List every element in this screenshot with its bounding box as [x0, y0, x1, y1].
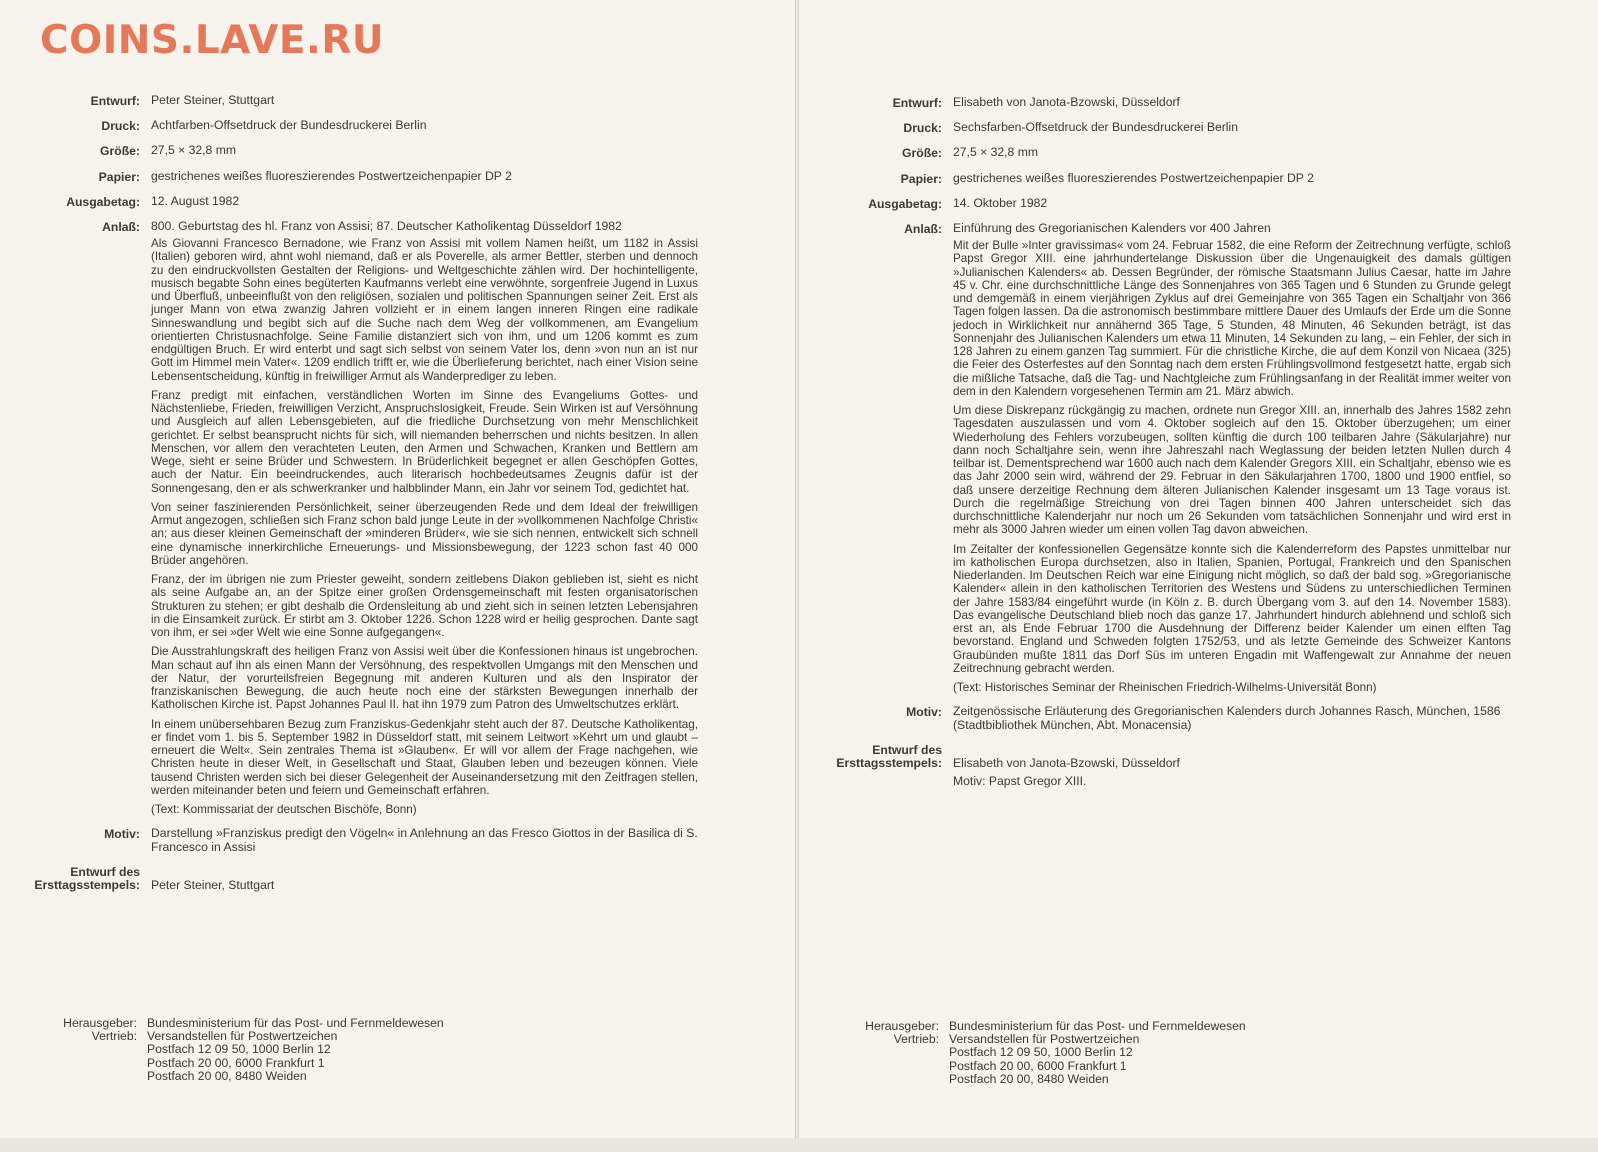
herausgeber-label: Herausgeber:: [63, 1016, 137, 1030]
ersttag-label-line1: Entwurf des: [70, 864, 140, 879]
ersttag-value: Elisabeth von Janota-Bzowski, Düsseldorf: [953, 755, 1180, 770]
footer-line: Versandstellen für Postwertzeichen: [147, 1029, 338, 1044]
ausgabetag-row: [0, 195, 698, 209]
ausgabetag-row: [799, 197, 1511, 211]
footer-line: Versandstellen für Postwertzeichen: [949, 1032, 1140, 1047]
ersttag-motiv: Motiv: Papst Gregor XIII.: [953, 774, 1087, 789]
right-stamp-details: [799, 96, 1511, 788]
footer-line: Bundesministerium für das Post- und Fernmeldewesen: [147, 1016, 444, 1030]
publisher-lines: [147, 1017, 444, 1083]
anlass-label: Anlaß:: [102, 220, 140, 235]
ausgabetag-value: 12. August 1982: [151, 193, 240, 208]
groesse-label: Größe:: [100, 144, 140, 159]
anlass-row: [0, 220, 698, 816]
body-paragraph: Als Giovanni Francesco Bernadone, wie Franz von Assisi mit vollem Namen heißt, um 1182 in Assisi (Italien) geboren wird, ahnt wohl niemand, daß er als Poverelle, als armer Bettler, sterben und dennoch zu den eindruckvollsten Gestalten der Religions- und Weltgeschichte zählen wird. Der hochintelligente, musisch begabte Sohn eines begüterten Kaufmanns verlebt eine verwöhnte, sorgenfreie Jugend in Luxus und Überfluß, unbeeinflußt von den religiösen, sozialen und politischen Spannungen seiner Zeit. Erst als junger Mann von etwa zwanzig Jahren vollzieht er in einem langen inneren Ringen eine radikale Sinneswandlung und begibt sich auf die Suche nach dem Weg der vollkommenen, am Evangelium orientierten Christusnachfolge. Seine Familie distanziert sich von ihm, und um 1206 kommt es zum endgültigen Bruch. Er wird enterbt und sagt sich selbst von seinem Vater los, denn »von nun an ist nur Gott im Himmel mein Vater«. 1209 endlich trifft er, wie die Überlieferung berichtet, nach einer Vision seine Lebensentscheidung, künftig in freiwilliger Armut als Wanderprediger zu leben.: [151, 237, 698, 383]
body-paragraph: Franz, der im übrigen nie zum Priester geweiht, sondern zeitlebens Diakon geblieben ist, sieht es nicht als seine Aufgabe an, an der Spitze einer großen Ordensgemeinschaft mit festen organisatorischen Strukturen zu stehen; er gibt deshalb die Ordensleitung ab und zieht sich in seinen letzten Lebensjahren in die Einsamkeit zurück. Er stirbt am 3. Oktober 1226. Schon 1228 wird er heilig gesprochen. Dante sagt von ihm, er sei »der Welt wie eine Sonne aufgegangen«.: [151, 573, 698, 640]
groesse-label: Größe:: [902, 146, 942, 161]
ersttag-row: [799, 743, 1511, 788]
footer-line: Postfach 20 00, 8480 Weiden: [147, 1068, 307, 1083]
ersttag-label: [799, 743, 953, 770]
anlass-value: 800. Geburtstag des hl. Franz von Assisi; 87. Deutscher Katholikentag Düsseldorf 1982: [151, 219, 622, 234]
footer-line: Bundesministerium für das Post- und Fernmeldewesen: [949, 1019, 1246, 1033]
text-source: (Text: Kommissariat der deutschen Bischöfe, Bonn): [151, 803, 417, 817]
entwurf-row: [799, 96, 1511, 110]
right-sheet: [798, 0, 1598, 1138]
ersttag-label: [0, 865, 151, 892]
entwurf-row: [0, 94, 698, 108]
publisher-labels: [0, 1017, 147, 1083]
text-source: (Text: Historisches Seminar der Rheinischen Friedrich-Wilhelms-Universität Bonn): [953, 681, 1377, 695]
left-stamp-details: [0, 94, 698, 892]
watermark: COINS.LAVE.RU: [40, 18, 385, 63]
footer-line: Postfach 12 09 50, 1000 Berlin 12: [949, 1045, 1133, 1060]
body-paragraph: Von seiner faszinierenden Persönlichkeit, seiner überzeugenden Rede und dem Ideal der freiwilligen Armut angezogen, schließen sich Franz schon bald junge Leute in der »vollkommenen Nachfolge Christi« an; aus dieser kleinen Gemeinschaft der »minderen Brüder«, wie sie sich nennen, entwickelt sich schnell eine dynamische innerkirchliche Erneuerungs- und Missionsbewegung, der 1223 schon fast 40 000 Brüder angehören.: [151, 500, 698, 567]
papier-label: Papier:: [900, 171, 942, 186]
vertrieb-label: Vertrieb:: [893, 1032, 939, 1047]
ersttag-row: [0, 865, 698, 892]
body-paragraph: Die Ausstrahlungskraft des heiligen Franz von Assisi weit über die Konfessionen hinaus ist ungebrochen. Man schaut auf ihn als einen Mann der Versöhnung, des respektvollen Umgangs mit den Menschen und der Natur, der vorurteilsfreien Begegnung mit anderen Kulturen und als den Inspirator der franziskanischen Bewegung, die auch heute noch eine der stärksten Bewegungen innerhalb der Katholischen Kirche ist. Papst Johannes Paul II. hat ihn 1979 zum Patron des Umweltschutzes erklärt.: [151, 645, 698, 712]
footer-line: Postfach 20 00, 8480 Weiden: [949, 1071, 1109, 1086]
body-paragraph: Franz predigt mit einfachen, verständlichen Worten im Sinne des Evangeliums Gottes- und Nächstenliebe, Frieden, freiwilligen Verzicht, Anspruchslosigkeit, Freude. Sein Wirken ist auf Versöhnung und Ausgleich auf allen Lebensgebieten, auf die friedliche Durchsetzung von mehr Menschlichkeit gerichtet. Er selbst beansprucht nichts für sich, will niemanden beherrschen und nichts besitzen. In allen Menschen, vor allem den verachteten Leuten, den Armen und Schwachen, Kranken und Bettlern am Wege, sieht er seine Brüder und Schwestern. In Brüderlichkeit begegnet er allen Geschöpfen Gottes, auch der Natur. Ein beeindruckendes, auch literarisch hochbedeutsames Zeugnis dafür ist der Sonnengesang, den er als schwerkranker und halbblinder Mann, ein Jahr vor seinem Tod, gedichtet hat.: [151, 388, 698, 495]
left-sheet: [0, 0, 796, 1138]
motiv-row: [799, 705, 1511, 731]
anlass-label: Anlaß:: [904, 222, 942, 237]
body-paragraph: Im Zeitalter der konfessionellen Gegensätze konnte sich die Kalenderreform des Papstes unmittelbar nur im katholischen Europa durchsetzen, also in Italien, Spanien, Portugal, Frankreich und den Spanischen Niederlanden. Im Deutschen Reich war eine Einigung nicht möglich, so daß der bald sog. »Gregorianische Kalender« allein in den katholischen Territorien des Westens und Südens zu unterschiedlichen Terminen der Jahre 1583/84 eingeführt wurde (in Köln z. B. durch Übergang vom 3. auf den 14. November 1583). Das evangelische Deutschland blieb noch das ganze 17. Jahrhundert hindurch ablehnend und schloß sich erst an, als Ende Februar 1700 die Ausdehnung der Differenz beider Kalender um einen elften Tag bevorstand. England und Schweden folgten 1752/53, und als letzte Gemeinde des Schweizer Kantons Graubünden mußte 1811 das Dorf Süs im unteren Engadin mit Waffengewalt zur Annahme der neuen Zeitrechnung gebracht werden.: [953, 542, 1511, 675]
druck-label: Druck:: [101, 119, 140, 134]
druck-value: Achtfarben-Offsetdruck der Bundesdruckerei Berlin: [151, 118, 427, 133]
druck-row: [0, 119, 698, 133]
footer-publisher: [0, 1017, 698, 1083]
papier-value: gestrichenes weißes fluoreszierendes Postwertzeichenpapier DP 2: [151, 168, 512, 183]
ersttag-value: Peter Steiner, Stuttgart: [151, 877, 275, 892]
ersttag-values: [953, 743, 1511, 788]
groesse-value: 27,5 × 32,8 mm: [953, 145, 1039, 160]
anlass-body: [953, 222, 1511, 694]
footer-line: Postfach 20 00, 6000 Frankfurt 1: [147, 1055, 325, 1070]
publisher-lines: [949, 1020, 1246, 1086]
ersttag-label-line2: Ersttagsstempels:: [34, 878, 140, 893]
druck-label: Druck:: [903, 121, 942, 136]
herausgeber-label: Herausgeber:: [865, 1019, 939, 1033]
publisher-labels: [799, 1020, 949, 1086]
anlass-row: [799, 222, 1511, 694]
left-footer: [0, 1017, 698, 1083]
entwurf-value: Elisabeth von Janota-Bzowski, Düsseldorf: [953, 95, 1180, 109]
footer-publisher: [799, 1020, 1511, 1086]
vertrieb-label: Vertrieb:: [91, 1029, 137, 1044]
entwurf-value: Peter Steiner, Stuttgart: [151, 93, 275, 107]
motiv-label: Motiv:: [104, 827, 140, 842]
druck-value: Sechsfarben-Offsetdruck der Bundesdruckerei Berlin: [953, 120, 1238, 135]
papier-label: Papier:: [98, 169, 140, 184]
entwurf-label: Entwurf:: [892, 96, 942, 110]
groesse-row: [799, 146, 1511, 160]
papier-value: gestrichenes weißes fluoreszierendes Postwertzeichenpapier DP 2: [953, 170, 1314, 185]
motiv-row: [0, 827, 698, 853]
motiv-value: Darstellung »Franziskus predigt den Vögeln« in Anlehnung an das Fresco Giottos in der Basilica di S. Francesco in Assisi: [151, 826, 698, 854]
footer-line: Postfach 12 09 50, 1000 Berlin 12: [147, 1042, 331, 1057]
motiv-value: Zeitgenössische Erläuterung des Gregorianischen Kalenders durch Johannes Rasch, München, 1586 (Stadtbibliothek München, Abt. Monacensia): [953, 704, 1501, 732]
entwurf-label: Entwurf:: [90, 94, 140, 108]
anlass-value: Einführung des Gregorianischen Kalenders vor 400 Jahren: [953, 221, 1271, 236]
body-paragraph: Um diese Diskrepanz rückgängig zu machen, ordnete nun Gregor XIII. an, innerhalb des Jahres 1582 zehn Tagesdaten auszulassen und vom 4. Oktober sogleich auf den 15. Oktober überzugehen; um einer Wiederholung des Fehlers vorzubeugen, sollten künftig die durch 100 teilbaren Jahre (Säkularjahre) nur dann noch Schaltjahre sein, wenn ihre Jahreszahl nach Weglassung der beiden letzten Nullen durch 4 teilbar ist. Dementsprechend war 1600 auch nach dem Kalender Gregors XIII. ein Schaltjahr, ebenso wie es das Jahr 2000 sein wird, während der 29. Februar in den Säkularjahren 1700, 1800 und 1900 entfiel, so daß unsere derzeitige Rechnung dem älteren Julianischen Kalender insgesamt um 13 Tage voraus ist. Durch die regelmäßige Streichung von drei Tagen binnen 400 Jahren unterscheidet sich das durchschnittliche Kalenderjahr nur noch um 26 Sekunden vom tatsächlichen Sonnenjahr und wird erst in mehr als 3000 Jahren wieder um einen vollen Tag davon abweichen.: [953, 404, 1511, 537]
druck-row: [799, 121, 1511, 135]
ausgabetag-label: Ausgabetag:: [868, 196, 942, 211]
papier-row: [799, 172, 1511, 186]
ausgabetag-label: Ausgabetag:: [66, 194, 140, 209]
groesse-value: 27,5 × 32,8 mm: [151, 143, 237, 158]
groesse-row: [0, 144, 698, 158]
anlass-body: [151, 220, 698, 816]
ersttag-label-line2: Ersttagsstempels:: [836, 756, 942, 771]
body-paragraph: In einem unübersehbaren Bezug zum Franziskus-Gedenkjahr steht auch der 87. Deutsche Katholikentag, er findet vom 1. bis 5. September 1982 in Düsseldorf statt, mit seinem Leitwort »Kehrt um und glaubt – erneuert die Welt«. Sein zentrales Thema ist »Glauben«. Er will vor allem der Frage nachgehen, wie Christen heute in dieser Welt, in Gesellschaft und Staat, Glauben leben und bezeugen können. Viele tausend Christen werden sich bei dieser Gelegenheit der Auseinandersetzung mit den Zeitfragen stellen, werden miteinander beten und feiern und Gemeinschaft erfahren.: [151, 717, 698, 797]
right-footer: [799, 1020, 1511, 1086]
ausgabetag-value: 14. Oktober 1982: [953, 195, 1048, 210]
motiv-label: Motiv:: [906, 705, 942, 720]
body-paragraph: Mit der Bulle »Inter gravissimas« vom 24. Februar 1582, die eine Reform der Zeitrechnung verfügte, schloß Papst Gregor XIII. eine jahrhundertelange Diskussion über die Ungenauigkeit des damals gültigen »Julianischen Kalenders« ab. Dessen Begründer, der römische Staatsmann Julius Caesar, hatte im Jahre 45 v. Chr. eine durchschnittliche Länge des Sonnenjahres von 365 Tagen und 6 Stunden zu Grunde gelegt und demgemäß in einem vierjährigen Zyklus auf drei Gemeinjahre von 365 Tagen ein Schaltjahr von 366 Tagen folgen lassen. Da die astronomisch bestimmbare mittlere Dauer des Umlaufs der Erde um die Sonne jedoch in Wirklichkeit nur annähernd 365 Tage, 5 Stunden, 48 Minuten, 46 Sekunden beträgt, ist das Sonnenjahr des Julianischen Kalenders um etwa 11 Minuten, 14 Sekunden zu lang, – ein Fehler, der sich in 128 Jahren zu einem ganzen Tag summiert. Für die christliche Kirche, die auf dem Konzil von Nicaea (325) die Feier des Osterfestes auf den Sonntag nach dem ersten Frühlingsvollmond festgesetzt hatte, ergab sich die mißliche Tatsache, daß die Tag- und Nachtgleiche zum Frühlingsanfang in der Realität immer weiter von dem in den Kalendern vorgesehenen Termin am 21. März abwich.: [953, 239, 1511, 398]
ersttag-label-line1: Entwurf des: [872, 742, 942, 757]
footer-line: Postfach 20 00, 6000 Frankfurt 1: [949, 1058, 1127, 1073]
papier-row: [0, 170, 698, 184]
